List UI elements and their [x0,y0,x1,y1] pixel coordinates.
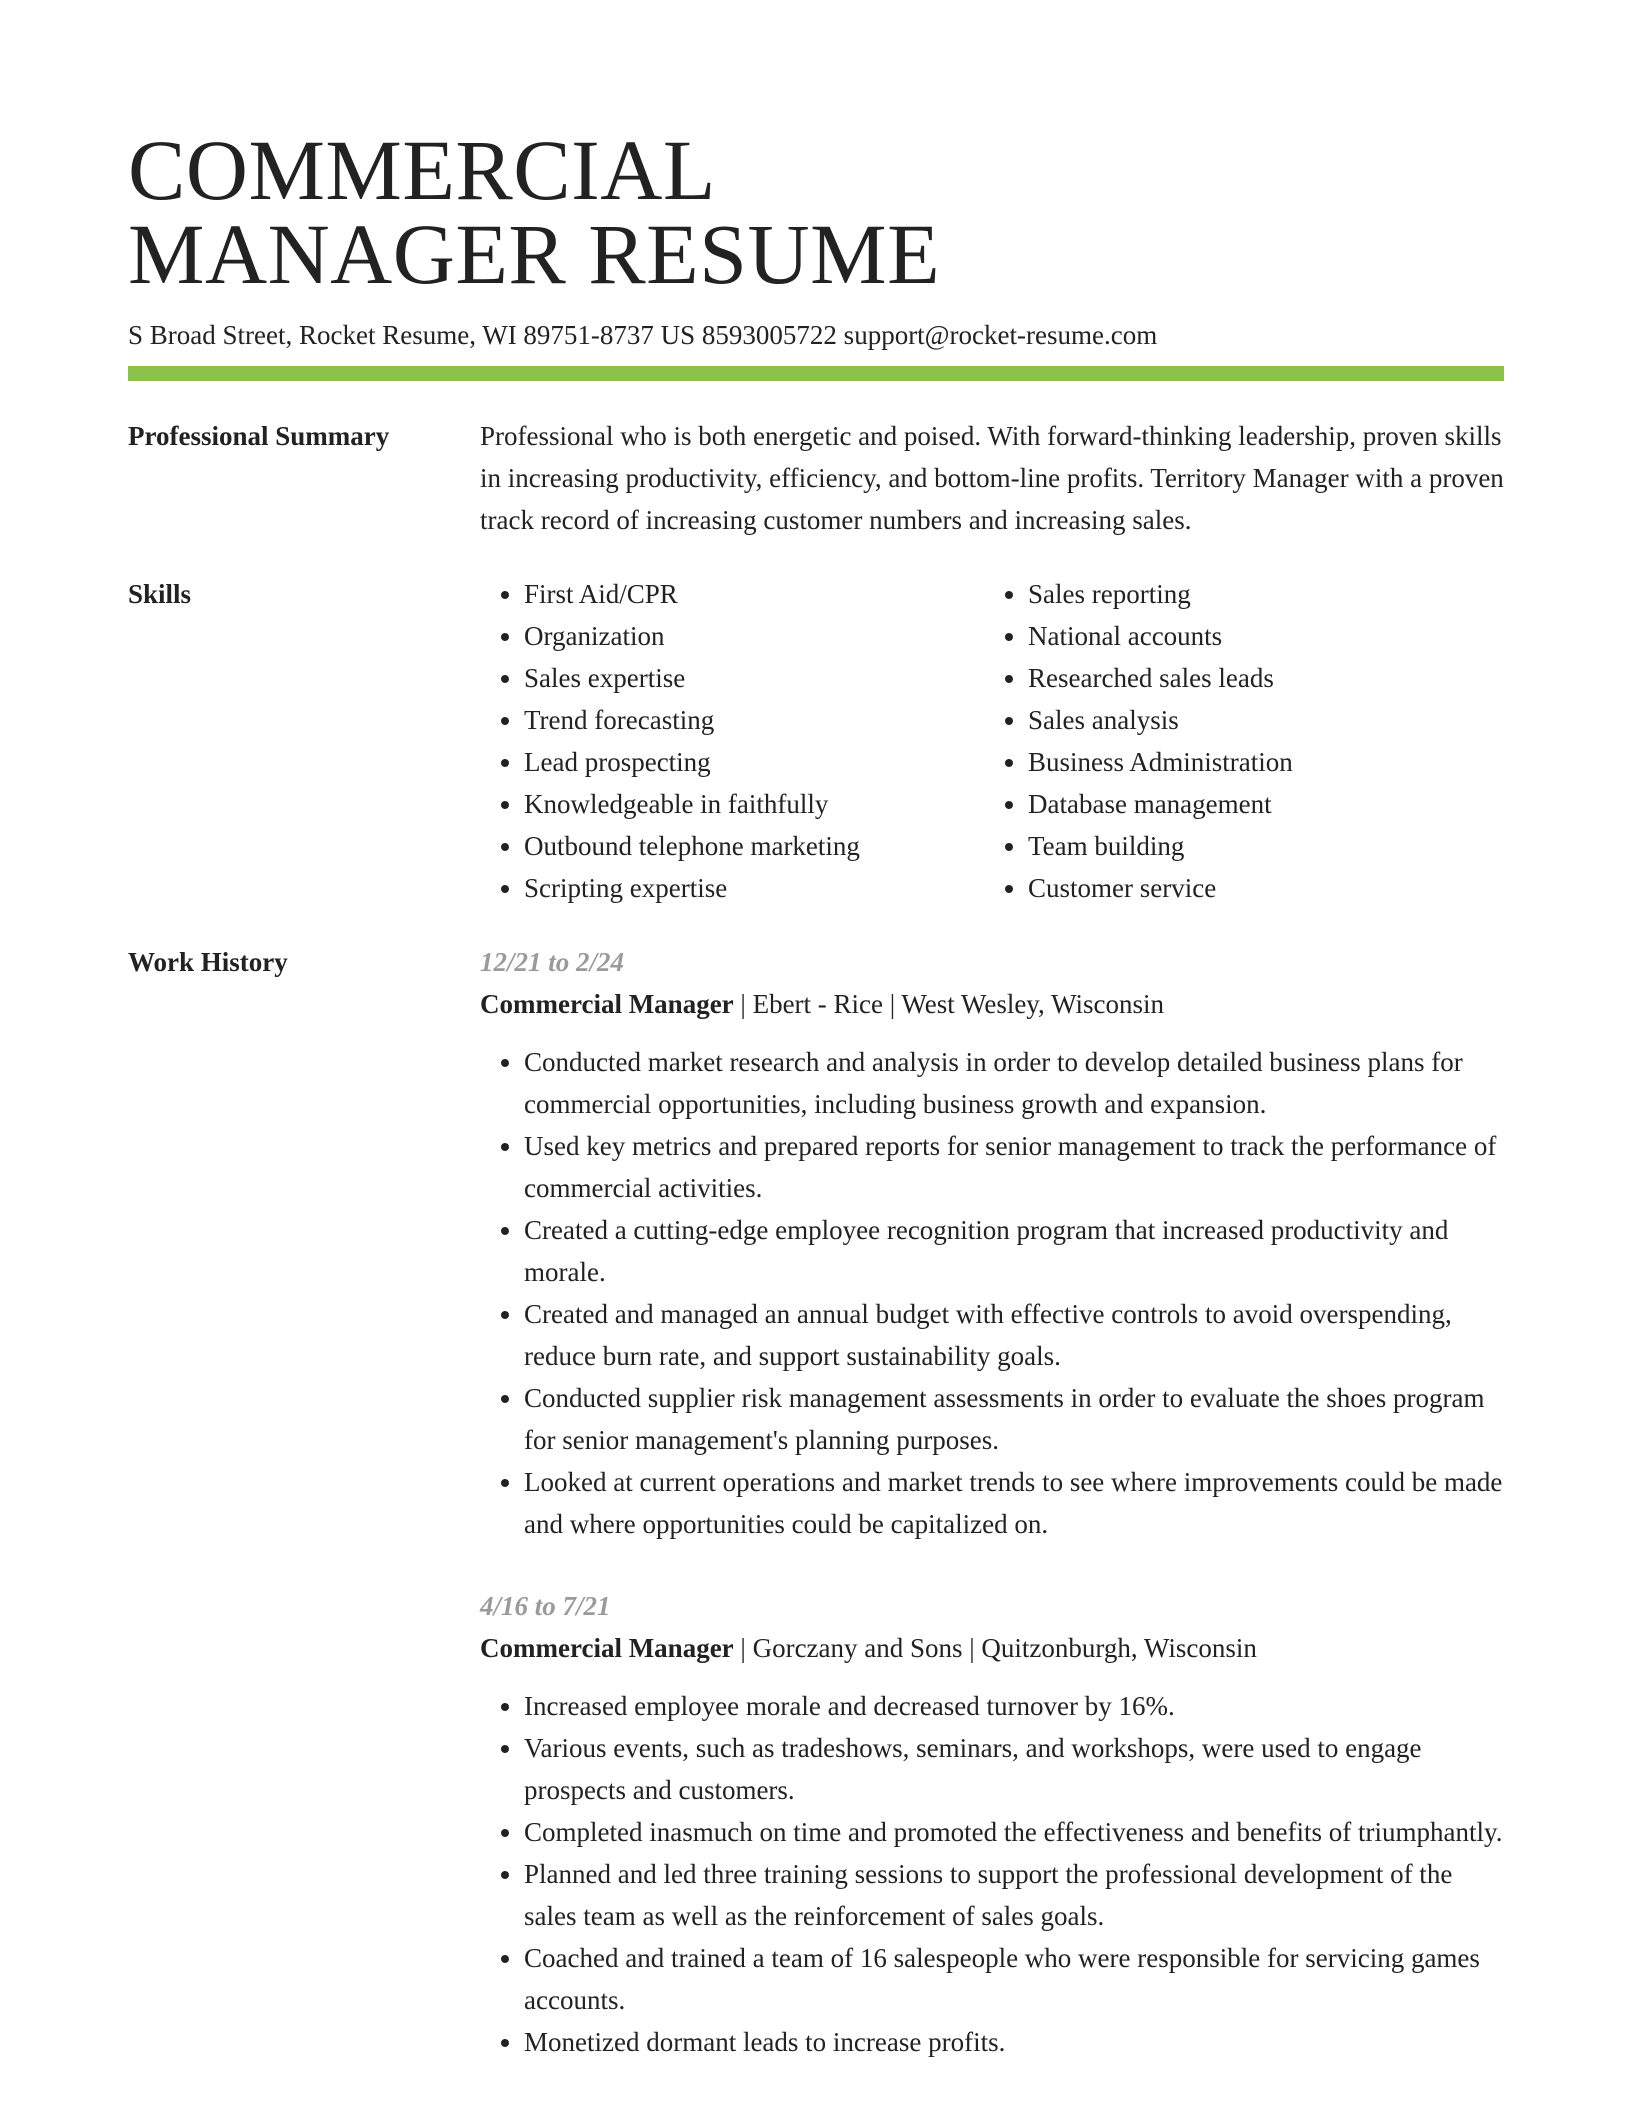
job-bullet: • Used key metrics and prepared reports for senior management to track the performance of commercial activities. [524,1125,1504,1209]
job-bullet: • Conducted market research and analysis in order to develop detailed business plans for commercial opportunities, including business growth and expansion. [524,1041,1504,1125]
job-bullet: • Various events, such as tradeshows, seminars, and workshops, were used to engage prospects and customers. [524,1727,1504,1811]
professional-summary-section [128,415,1504,541]
work-history-body [480,941,1504,2063]
skill-item: • National accounts [1028,615,1488,657]
skill-item: • Trend forecasting [524,699,984,741]
skills-columns [480,573,1504,909]
job-company-location: | Ebert - Rice | West Wesley, Wisconsin [733,989,1164,1019]
summary-body [480,415,1504,541]
job-bullet: • Increased employee morale and decreased turnover by 16%. [524,1685,1504,1727]
job-bullet: • Looked at current operations and market trends to see where improvements could be made and where opportunities could be capitalized on. [524,1461,1504,1545]
section-label-skills: Skills [128,579,192,609]
skill-item: • First Aid/CPR [524,573,984,615]
job-title: Commercial Manager [480,1633,734,1663]
skill-item: • Customer service [1028,867,1488,909]
skill-item: • Database management [1028,783,1488,825]
skills-section [128,573,1504,909]
skill-item: • Business Administration [1028,741,1488,783]
title-line-2: MANAGER RESUME [128,206,941,302]
accent-divider [128,366,1504,381]
skill-item: • Sales reporting [1028,573,1488,615]
section-label-work-history: Work History [128,947,288,977]
job-bullet: • Created and managed an annual budget with effective controls to avoid overspending, reduce burn rate, and support sustainability goals. [524,1293,1504,1377]
contact-info: S Broad Street, Rocket Resume, WI 89751-8737 US 8593005722 support@rocket-resume.com [128,320,1158,350]
job-bullet: • Coached and trained a team of 16 salespeople who were responsible for servicing games accounts. [524,1937,1504,2021]
skill-item: • Organization [524,615,984,657]
skill-item: • Lead prospecting [524,741,984,783]
job-date: 4/16 to 7/21 [480,1591,611,1621]
job-bullet-list [480,1041,1504,1545]
skill-item: • Scripting expertise [524,867,984,909]
job-bullet: • Monetized dormant leads to increase profits. [524,2021,1504,2063]
skill-item: • Outbound telephone marketing [524,825,984,867]
job-date: 12/21 to 2/24 [480,947,625,977]
skills-column-left [480,573,984,909]
skill-item: • Researched sales leads [1028,657,1488,699]
summary-text: Professional who is both energetic and poised. With forward-thinking leadership, proven skills in increasing productivity, efficiency, and bottom-line profits. Territory Manager with a proven track record of increasing customer numbers and increasing sales. [480,421,1504,535]
section-label-summary: Professional Summary [128,421,390,451]
job-entry [480,941,1504,1545]
job-title: Commercial Manager [480,989,734,1019]
skills-body [480,573,1504,909]
job-bullet: • Planned and led three training sessions to support the professional development of the sales team as well as the reinforcement of sales goals. [524,1853,1504,1937]
job-heading [480,1627,1504,1669]
page-title [128,122,1504,302]
skills-column-right [984,573,1488,909]
job-bullet: • Completed inasmuch on time and promoted the effectiveness and benefits of triumphantly. [524,1811,1504,1853]
skill-item: • Team building [1028,825,1488,867]
skill-item: • Sales analysis [1028,699,1488,741]
skill-item: • Knowledgeable in faithfully [524,783,984,825]
skill-item: • Sales expertise [524,657,984,699]
job-bullet: • Conducted supplier risk management assessments in order to evaluate the shoes program for senior management's planning purposes. [524,1377,1504,1461]
job-company-location: | Gorczany and Sons | Quitzonburgh, Wisconsin [733,1633,1257,1663]
title-line-1: COMMERCIAL [128,122,716,218]
work-history-section [128,941,1504,2063]
job-bullet: • Created a cutting-edge employee recognition program that increased productivity and morale. [524,1209,1504,1293]
job-heading [480,983,1504,1025]
job-entry [480,1585,1504,2063]
job-bullet-list [480,1685,1504,2063]
